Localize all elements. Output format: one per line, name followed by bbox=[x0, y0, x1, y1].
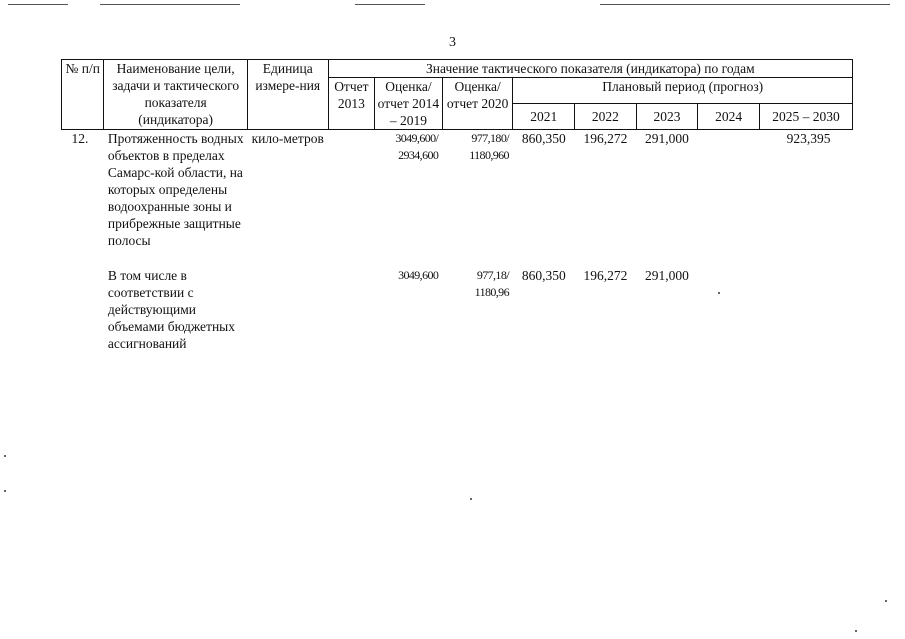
row-year-2022: 196,272 bbox=[583, 131, 628, 146]
scan-speck bbox=[4, 490, 6, 492]
row-estimate-2020-line2: 1180,960 bbox=[469, 148, 509, 162]
table-row bbox=[62, 130, 853, 250]
row-estimate-2014-2019-line2: 2934,600 bbox=[398, 148, 439, 162]
scan-speck bbox=[4, 455, 6, 457]
header-year-2023: 2023 bbox=[636, 104, 698, 130]
row-report-2013 bbox=[328, 130, 374, 250]
header-num: № п/п bbox=[62, 60, 104, 130]
header-values-group: Значение тактического показателя (индикатора) по годам bbox=[328, 60, 852, 78]
indicators-table bbox=[61, 59, 853, 352]
header-estimate-2020: Оценка/ отчет 2020 bbox=[442, 78, 513, 130]
row-year-2024 bbox=[698, 130, 760, 250]
row-year-2021: 860,350 bbox=[521, 268, 566, 283]
row-year-2022: 196,272 bbox=[583, 268, 628, 283]
row-report-2013 bbox=[328, 267, 374, 352]
row-year-2023: 291,000 bbox=[645, 268, 689, 283]
row-estimate-2020-line1: 977,180/ bbox=[471, 131, 509, 145]
header-planned-period: Плановый период (прогноз) bbox=[513, 78, 853, 104]
row-year-2025-2030 bbox=[759, 267, 852, 352]
scan-speck bbox=[885, 600, 887, 602]
scan-top-rule bbox=[8, 4, 68, 5]
row-estimate-2014-2019-line1: 3049,600 bbox=[398, 268, 439, 282]
row-year-2025-2030: 923,395 bbox=[786, 131, 831, 146]
scan-top-rule bbox=[355, 4, 425, 5]
row-estimate-2014-2019 bbox=[375, 130, 443, 250]
row-name: Протяженность водных объектов в пределах Самарс-кой области, на которых определены водоохранные зоны и прибрежные защитные полосы bbox=[107, 131, 244, 248]
table-header bbox=[62, 60, 853, 130]
page-number: 3 bbox=[449, 35, 456, 50]
header-estimate-2014-2019: Оценка/ отчет 2014 – 2019 bbox=[375, 78, 443, 130]
scan-speck bbox=[718, 292, 720, 294]
row-year-2023: 291,000 bbox=[645, 131, 689, 146]
table-spacer-row bbox=[62, 249, 853, 267]
table-body bbox=[62, 130, 853, 353]
row-year-2024 bbox=[698, 267, 760, 352]
row-num: 12. bbox=[71, 131, 89, 146]
row-num bbox=[62, 267, 104, 352]
table-row bbox=[62, 267, 853, 352]
row-estimate-2014-2019-line1: 3049,600/ bbox=[395, 131, 439, 145]
scan-speck bbox=[855, 630, 857, 632]
scan-top-rule bbox=[100, 4, 240, 5]
header-year-2024: 2024 bbox=[698, 104, 760, 130]
row-unit: кило-метров bbox=[251, 131, 324, 146]
header-report-2013: Отчет 2013 bbox=[328, 78, 374, 130]
header-name: Наименование цели, задачи и тактического показателя (индикатора) bbox=[104, 60, 247, 130]
header-year-2025-2030: 2025 – 2030 bbox=[759, 104, 852, 130]
row-estimate-2020 bbox=[442, 130, 513, 250]
row-unit bbox=[247, 267, 328, 352]
row-name: В том числе в соответствии с действующими объемами бюджетных ассигнований bbox=[107, 268, 235, 351]
row-year-2021: 860,350 bbox=[521, 131, 566, 146]
header-year-2021: 2021 bbox=[513, 104, 575, 130]
row-estimate-2020-line1: 977,18/ bbox=[476, 268, 509, 282]
header-unit: Единица измере-ния bbox=[247, 60, 328, 130]
header-year-2022: 2022 bbox=[575, 104, 637, 130]
scan-speck bbox=[470, 498, 472, 500]
row-estimate-2020-line2: 1180,96 bbox=[474, 285, 509, 299]
scan-top-rule bbox=[600, 4, 890, 5]
row-estimate-2014-2019 bbox=[375, 267, 443, 352]
row-estimate-2020 bbox=[442, 267, 513, 352]
